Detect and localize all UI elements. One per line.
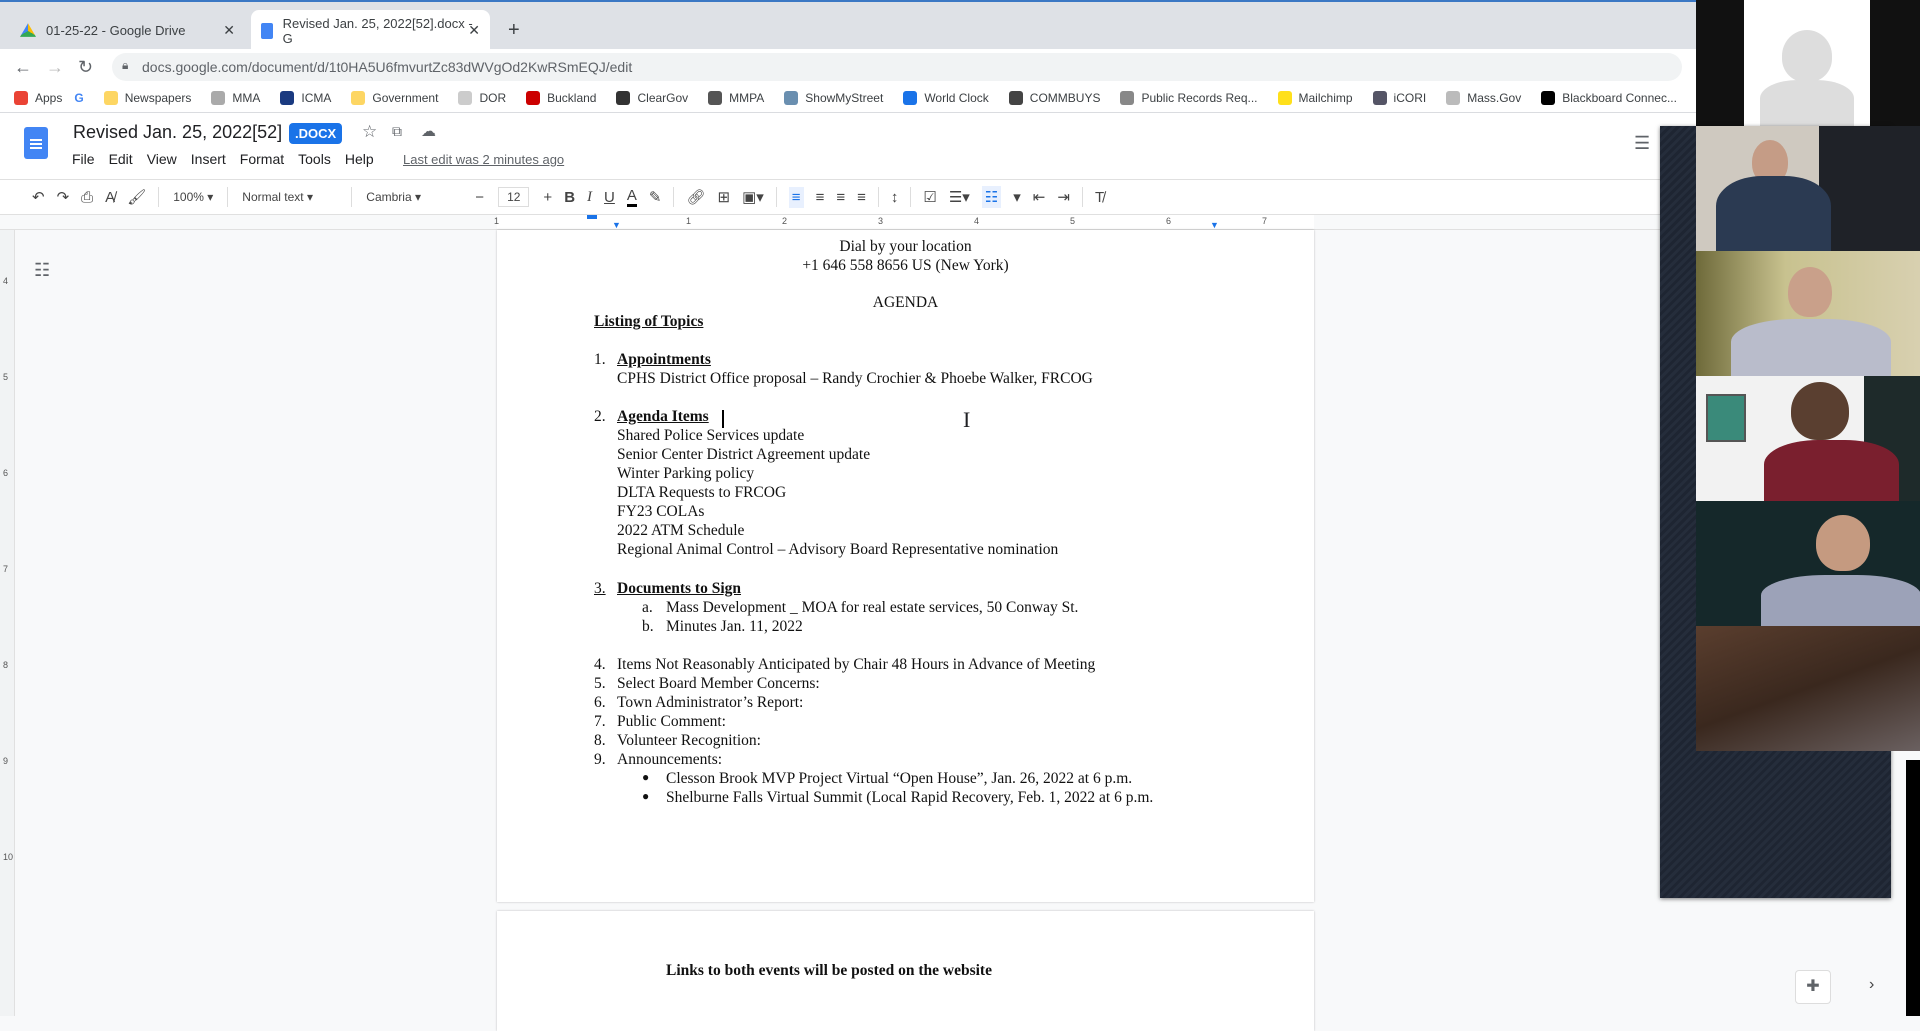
font-value: Cambria — [366, 190, 412, 204]
increase-font-size-button[interactable]: + — [543, 188, 553, 206]
bookmark-favicon-icon — [1541, 91, 1555, 105]
bookmark-blackboard-connec-[interactable] — [1541, 91, 1677, 105]
comment-history-icon[interactable]: ☰ — [1634, 133, 1651, 153]
reload-icon[interactable]: ↻ — [78, 57, 94, 77]
list-number: 3. — [594, 580, 606, 597]
bookmark-label: Mailchimp — [1298, 91, 1353, 105]
divider — [776, 187, 777, 207]
screen-edge — [1906, 760, 1920, 1016]
menu-bar — [72, 151, 388, 167]
participant-video-2[interactable] — [1696, 251, 1920, 376]
menu-tools[interactable]: Tools — [298, 151, 331, 167]
ibeam-cursor-icon: I — [963, 407, 971, 432]
document-page-2[interactable] — [497, 911, 1314, 1031]
ruler-number: 2 — [782, 216, 788, 226]
bookmark-dor[interactable] — [458, 91, 506, 105]
google-icon[interactable]: G — [74, 91, 84, 105]
dial-heading: Dial by your location — [839, 238, 972, 255]
insert-image-icon[interactable]: ▣▾ — [742, 189, 764, 206]
bullet-icon: ● — [642, 789, 650, 803]
url-text: docs.google.com/document/d/1t0HA5U6fmvurtZc83dWVgOd2KwRSmEQJ/edit — [142, 59, 633, 75]
bookmark-apps[interactable] — [14, 91, 62, 105]
ruler-number: 7 — [3, 564, 9, 574]
bookmark-favicon-icon — [351, 91, 365, 105]
tab-google-drive[interactable] — [10, 10, 245, 51]
bookmark-label: iCORI — [1393, 91, 1427, 105]
bookmark-label: ShowMyStreet — [805, 91, 884, 105]
participant-video-4[interactable] — [1696, 501, 1920, 626]
bulleted-list-icon[interactable]: ☰▾ — [948, 189, 970, 206]
document-page[interactable] — [497, 230, 1314, 902]
participant-video-5[interactable] — [1696, 626, 1920, 751]
new-tab-button[interactable]: + — [508, 19, 520, 41]
list-item: 2022 ATM Schedule — [617, 522, 745, 539]
tab-label: Revised Jan. 25, 2022[52].docx - G — [282, 15, 473, 46]
list-item: Items Not Reasonably Anticipated by Chair 48 Hours in Advance of Meeting — [617, 656, 1096, 673]
google-docs-icon — [261, 23, 273, 39]
menu-view[interactable]: View — [146, 151, 177, 167]
list-item: Select Board Member Concerns: — [617, 675, 820, 692]
menu-insert[interactable]: Insert — [190, 151, 226, 167]
divider — [158, 187, 159, 207]
bullet-item: Shelburne Falls Virtual Summit (Local Rapid Recovery, Feb. 1, 2022 at 6 p.m. — [666, 789, 1154, 806]
divider — [910, 187, 911, 207]
bookmark-favicon-icon — [1446, 91, 1460, 105]
align-right-icon[interactable]: ≡ — [836, 188, 846, 206]
justify-icon[interactable]: ≡ — [857, 188, 866, 206]
bookmark-label: MMA — [232, 91, 261, 105]
bookmark-favicon-icon — [1120, 91, 1134, 105]
ruler-number: 4 — [974, 216, 980, 226]
ruler-number: 5 — [1070, 216, 1076, 226]
ruler-number: 3 — [878, 216, 884, 226]
increase-indent-icon[interactable]: ⇥ — [1057, 189, 1070, 206]
browser-tab-bar — [0, 0, 1696, 49]
forward-icon[interactable]: → — [46, 57, 64, 77]
bookmark-cleargov[interactable] — [616, 91, 688, 105]
bookmark-label: Apps — [35, 91, 63, 105]
zoom-value: 100% — [173, 190, 204, 204]
bookmark-mma[interactable] — [211, 91, 260, 105]
bullet-icon: ● — [642, 770, 650, 784]
list-item: Minutes Jan. 11, 2022 — [666, 618, 803, 635]
list-item: Public Comment: — [617, 713, 726, 730]
document-outline-icon[interactable]: ☷ — [34, 260, 51, 280]
menu-file[interactable]: File — [72, 151, 95, 167]
print-icon[interactable]: ⎙ — [81, 188, 94, 206]
bullet-item: Clesson Brook MVP Project Virtual “Open House”, Jan. 26, 2022 at 6 p.m. — [666, 770, 1133, 787]
horizontal-ruler[interactable] — [0, 215, 1660, 230]
checklist-icon[interactable]: ☑ — [923, 189, 937, 206]
explore-button[interactable]: ✚ — [1795, 970, 1831, 1004]
list-marker: b. — [642, 618, 654, 635]
list-number: 8. — [594, 732, 606, 749]
bookmark-favicon-icon — [616, 91, 630, 105]
document-title[interactable]: Revised Jan. 25, 2022[52] — [73, 122, 283, 142]
redo-icon[interactable]: ↷ — [56, 189, 70, 206]
bookmark-showmystreet[interactable] — [784, 91, 883, 105]
last-edit-link[interactable]: Last edit was 2 minutes ago — [403, 152, 565, 167]
avatar-head — [1782, 30, 1832, 82]
ruler-number: 4 — [3, 276, 9, 286]
divider — [227, 187, 228, 207]
back-icon[interactable]: ← — [14, 57, 32, 77]
link-icon[interactable]: 🔗︎ — [686, 189, 706, 206]
bookmark-world-clock[interactable] — [903, 91, 988, 105]
bookmark-favicon-icon — [458, 91, 472, 105]
phone-number: +1 646 558 8656 US (New York) — [802, 257, 1009, 274]
list-number: 4. — [594, 656, 606, 673]
bookmark-label: DOR — [479, 91, 507, 105]
decrease-indent-icon[interactable]: ⇤ — [1032, 189, 1046, 206]
section-heading-agenda-items: Agenda Items — [617, 408, 709, 425]
bookmark-favicon-icon — [708, 91, 722, 105]
google-docs-logo-icon[interactable] — [24, 127, 48, 159]
underline-icon[interactable]: U — [604, 188, 615, 206]
paint-format-icon[interactable]: 🖌︎ — [127, 189, 147, 206]
bookmark-label: Newspapers — [124, 91, 192, 105]
section-heading-documents-to-sign: Documents to Sign — [617, 580, 742, 597]
side-panel-chevron-icon[interactable]: › — [1869, 976, 1875, 993]
tab-label: 01-25-22 - Google Drive — [46, 23, 186, 38]
menu-edit[interactable]: Edit — [108, 151, 133, 167]
links-note: Links to both events will be posted on the website — [666, 962, 992, 979]
font-size-input[interactable]: 12 — [498, 187, 529, 207]
chevron-down-icon[interactable]: ▾ — [1013, 189, 1021, 206]
ruler-number: 1 — [686, 216, 692, 226]
bookmark-icori[interactable] — [1373, 91, 1427, 105]
bookmark-favicon-icon — [1278, 91, 1292, 105]
bookmark-label: Blackboard Connec... — [1562, 91, 1677, 105]
divider — [1082, 187, 1083, 207]
clear-formatting-icon[interactable]: T̸ — [1094, 188, 1105, 206]
bookmark-public-records-req-[interactable] — [1120, 91, 1257, 105]
bookmark-government[interactable] — [351, 91, 438, 105]
participant-video-1[interactable] — [1696, 126, 1920, 251]
text-caret — [722, 410, 724, 428]
list-number: 1. — [594, 351, 606, 368]
bookmark-favicon-icon — [526, 91, 540, 105]
undo-icon[interactable]: ↶ — [32, 189, 45, 206]
list-item: DLTA Requests to FRCOG — [617, 484, 787, 501]
listing-heading: Listing of Topics — [594, 313, 704, 330]
tab-google-docs[interactable] — [251, 10, 490, 51]
bookmarks-bar — [0, 84, 1696, 113]
list-number: 2. — [594, 408, 606, 425]
list-item: Volunteer Recognition: — [617, 732, 761, 749]
bookmark-mass-gov[interactable] — [1446, 91, 1521, 105]
ruler-number: 9 — [3, 756, 9, 766]
divider — [673, 187, 674, 207]
left-indent-handle[interactable]: ▼ — [612, 220, 621, 230]
avatar-placeholder — [1744, 0, 1870, 126]
bookmark-label: ClearGov — [637, 91, 689, 105]
divider — [878, 187, 879, 207]
numbered-list-icon[interactable]: ☷ — [982, 186, 1001, 208]
bookmark-mmpa[interactable] — [708, 91, 764, 105]
participant-video-3[interactable] — [1696, 376, 1920, 501]
list-item: Regional Animal Control – Advisory Board Representative nomination — [617, 541, 1059, 558]
star-icon[interactable]: ☆ — [362, 122, 378, 141]
bookmark-label: Government — [372, 91, 439, 105]
bookmark-favicon-icon — [104, 91, 118, 105]
right-indent-handle[interactable]: ▼ — [1210, 220, 1219, 230]
bookmark-label: Public Records Req... — [1141, 91, 1258, 105]
lock-icon: 🔒︎ — [122, 58, 129, 72]
ruler-number: 7 — [1262, 216, 1268, 226]
first-line-indent-handle[interactable] — [587, 215, 597, 219]
list-number: 5. — [594, 675, 606, 692]
style-select[interactable]: Normal text ▾ — [242, 190, 314, 204]
google-drive-icon — [20, 23, 36, 39]
address-bar-row — [0, 49, 1696, 84]
list-marker: a. — [642, 599, 653, 616]
bookmark-favicon-icon — [280, 91, 294, 105]
list-item: Senior Center District Agreement update — [617, 446, 871, 463]
align-left-icon[interactable]: ≡ — [789, 187, 804, 208]
bookmark-favicon-icon — [1373, 91, 1387, 105]
ruler-number: 6 — [3, 468, 9, 478]
line-spacing-icon[interactable]: ↕ — [890, 188, 899, 206]
list-number: 7. — [594, 713, 606, 730]
bookmark-favicon-icon — [903, 91, 917, 105]
bookmark-label: Mass.Gov — [1467, 91, 1522, 105]
list-item: Announcements: — [617, 751, 723, 768]
italic-icon[interactable]: I — [587, 188, 593, 205]
list-item: Town Administrator’s Report: — [617, 694, 804, 711]
move-folder-icon[interactable]: ⧉ — [392, 123, 402, 139]
list-item: Winter Parking policy — [617, 465, 755, 482]
ruler-number: 5 — [3, 372, 9, 382]
list-item: Shared Police Services update — [617, 427, 805, 444]
bookmark-commbuys[interactable] — [1009, 91, 1101, 105]
section-heading-appointments: Appointments — [617, 351, 711, 368]
url-input[interactable] — [112, 53, 1682, 81]
ruler-number: 10 — [3, 852, 14, 862]
bookmark-label: MMPA — [729, 91, 765, 105]
agenda-heading: AGENDA — [872, 294, 939, 311]
divider — [351, 187, 352, 207]
highlight-icon[interactable]: ✎ — [648, 189, 662, 206]
list-item: Mass Development _ MOA for real estate services, 50 Conway St. — [666, 599, 1079, 616]
menu-format[interactable]: Format — [239, 151, 285, 167]
vertical-ruler — [0, 230, 15, 1016]
bold-icon[interactable]: B — [564, 188, 576, 206]
bookmark-label: ICMA — [301, 91, 332, 105]
bookmark-icma[interactable] — [280, 91, 331, 105]
bookmark-favicon-icon — [784, 91, 798, 105]
bookmark-label: Buckland — [547, 91, 597, 105]
formatting-toolbar — [0, 179, 1660, 215]
bookmark-label: COMMBUYS — [1029, 91, 1101, 105]
zoom-select[interactable]: 100% ▾ — [173, 190, 214, 204]
ruler-number: 1 — [494, 216, 500, 226]
bookmark-mailchimp[interactable] — [1278, 91, 1353, 105]
docx-badge: .DOCX — [289, 123, 342, 144]
bookmark-favicon-icon — [14, 91, 28, 105]
spellcheck-icon[interactable]: A̸ — [105, 188, 116, 206]
ruler-number: 6 — [1166, 216, 1172, 226]
list-item: CPHS District Office proposal – Randy Crochier & Phoebe Walker, FRCOG — [617, 370, 1093, 387]
bookmark-newspapers[interactable] — [104, 91, 192, 105]
docs-header — [0, 113, 1696, 179]
ruler-number: 8 — [3, 660, 9, 670]
cloud-status-icon[interactable]: ☁ — [421, 123, 436, 140]
bookmark-favicon-icon — [1009, 91, 1023, 105]
avatar-body — [1760, 80, 1854, 126]
text-color-icon[interactable]: A — [627, 187, 637, 207]
style-value: Normal text — [242, 190, 304, 204]
list-number: 9. — [594, 751, 606, 768]
bookmark-favicon-icon — [211, 91, 225, 105]
list-number: 6. — [594, 694, 606, 711]
close-tab-icon[interactable]: ✕ — [468, 22, 480, 38]
align-center-icon[interactable]: ≡ — [815, 188, 825, 206]
zoom-self-view — [1696, 0, 1920, 126]
font-select[interactable]: Cambria ▾ — [366, 190, 422, 204]
list-item: FY23 COLAs — [617, 503, 705, 520]
close-tab-icon[interactable]: ✕ — [223, 22, 235, 38]
add-comment-icon[interactable]: ⊞ — [717, 189, 731, 206]
bookmark-label: World Clock — [924, 91, 989, 105]
menu-help[interactable]: Help — [344, 151, 374, 167]
bookmark-buckland[interactable] — [526, 91, 596, 105]
decrease-font-size-button[interactable]: − — [475, 188, 485, 206]
